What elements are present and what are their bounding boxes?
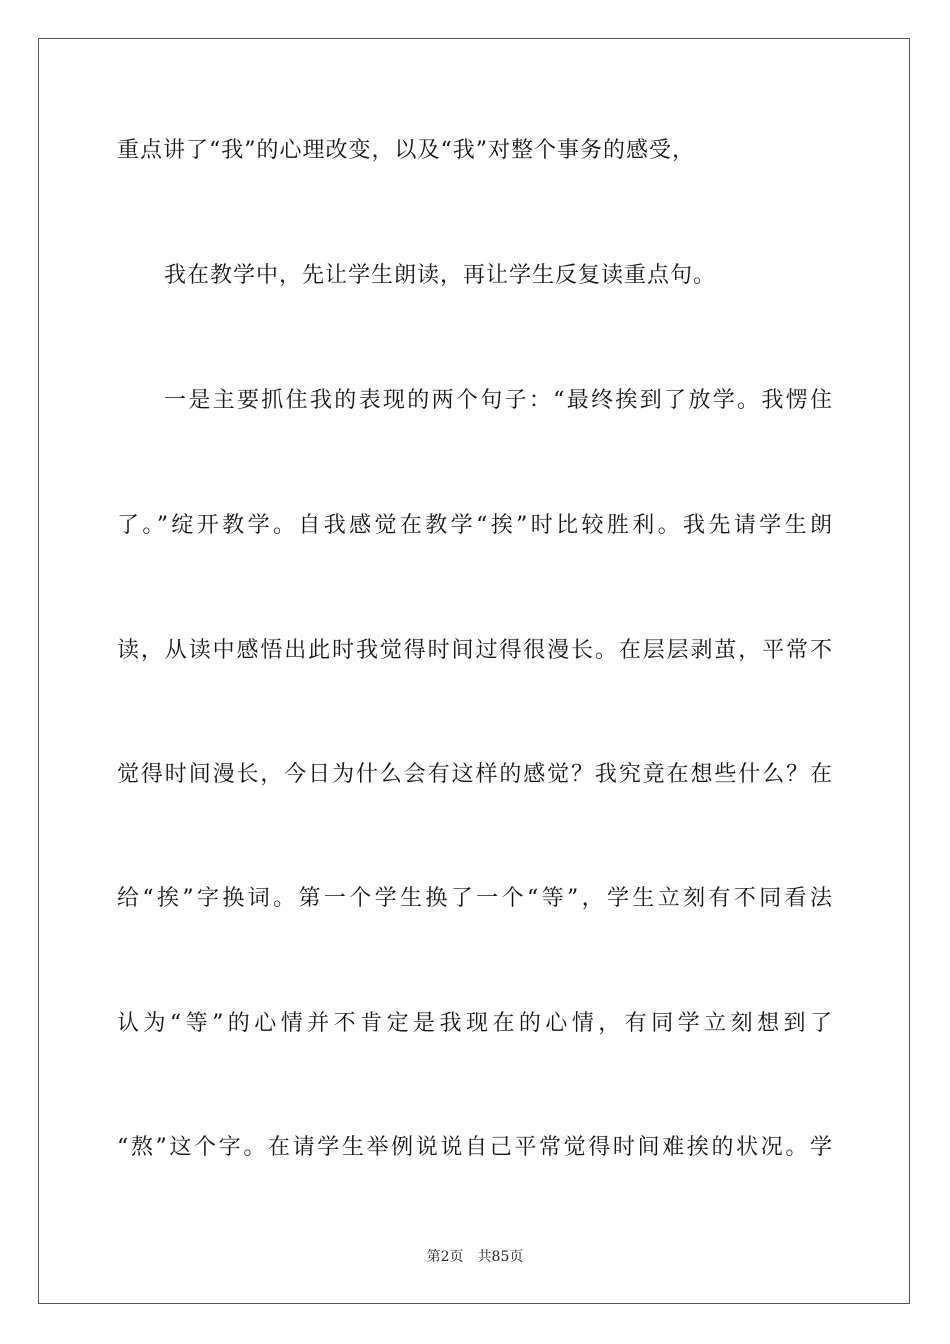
text-line-4: 了。”绽开教学。自我感觉在教学“挨”时比较胜利。我先请学生朗 (117, 513, 833, 538)
text-line-7: 给“挨”字换词。第一个学生换了一个“等”，学生立刻有不同看法 (117, 886, 833, 911)
page-number: 第2页 (426, 1249, 464, 1265)
page-total: 共85页 (477, 1249, 524, 1265)
page-footer (0, 1248, 950, 1266)
page-border (38, 38, 910, 1304)
text-line-6: 觉得时间漫长，今日为什么会有这样的感觉？我究竟在想些什么？在 (117, 762, 833, 787)
text-line-8: 认为“等”的心情并不肯定是我现在的心情，有同学立刻想到了 (117, 1011, 833, 1036)
text-line-5: 读，从读中感悟出此时我觉得时间过得很漫长。在层层剥茧，平常不 (117, 638, 833, 663)
text-line-1: 重点讲了“我”的心理改变，以及“我”对整个事务的感受， (117, 138, 695, 163)
text-line-3: 一是主要抓住我的表现的两个句子：“最终挨到了放学。我愣住 (164, 388, 833, 413)
text-line-9: “熬”这个字。在请学生举例说说自己平常觉得时间难挨的状况。学 (117, 1135, 833, 1160)
text-line-2: 我在教学中，先让学生朗读，再让学生反复读重点句。 (164, 263, 717, 288)
